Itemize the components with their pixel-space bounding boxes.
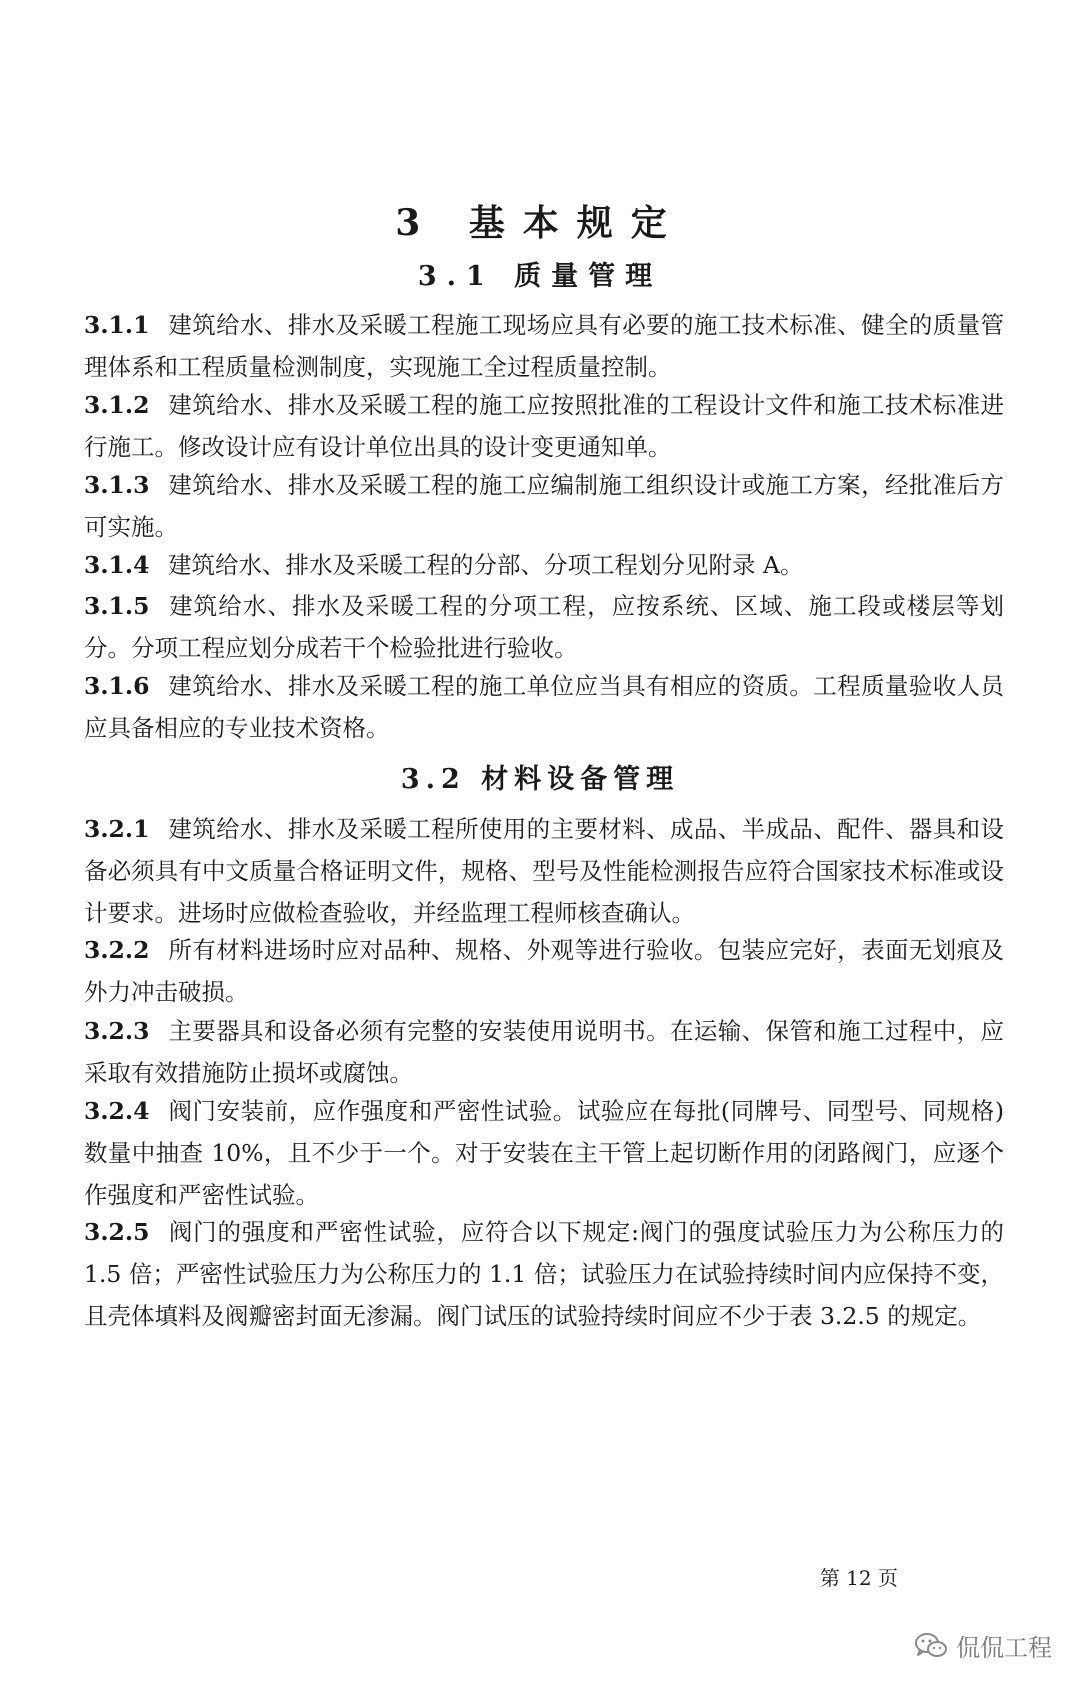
clause-number: 3.1.2 [84, 391, 150, 419]
clause-number: 3.2.5 [84, 1218, 150, 1246]
clause-3-2-1 [84, 808, 1004, 934]
section-title-3-2: 3.2 材料设备管理 [400, 764, 680, 795]
watermark [914, 1628, 1052, 1663]
clause-3-2-3 [84, 1010, 1004, 1094]
clause-number: 3.1.5 [84, 592, 150, 620]
clause-3-1-1 [84, 304, 1004, 388]
clause-number: 3.1.1 [84, 311, 150, 339]
section-title-3-1: 3.1 质量管理 [417, 261, 663, 292]
page-number: 第 12 页 [819, 1566, 898, 1590]
clause-number: 3.2.4 [84, 1097, 150, 1125]
clause-text: 阀门的强度和严密性试验，应符合以下规定:阀门的强度试验压力为公称压力的 1.5 倍；严密性试验压力为公称压力的 1.1 倍；试验压力在试验持续时间内应保持不变，且壳体填料及阀瓣密封面无渗漏。阀门试压的试验持续时间应不少于表 3.2.5 的规定。 [84, 1218, 1004, 1330]
clause-3-1-5 [84, 585, 1004, 669]
clause-text: 建筑给水、排水及采暖工程的分部、分项工程划分见附录 A。 [168, 551, 804, 579]
chapter-title: 3 基本规定 [395, 202, 685, 244]
clause-3-2-4 [84, 1090, 1004, 1216]
clause-text: 所有材料进场时应对品种、规格、外观等进行验收。包装应完好，表面无划痕及外力冲击破损。 [84, 936, 1004, 1006]
clause-text: 建筑给水、排水及采暖工程施工现场应具有必要的施工技术标准、健全的质量管理体系和工程质量检测制度，实现施工全过程质量控制。 [84, 311, 1004, 381]
clause-number: 3.2.1 [84, 815, 150, 843]
clause-number: 3.2.2 [84, 936, 150, 964]
clause-number: 3.1.3 [84, 471, 150, 499]
watermark-text: 侃侃工程 [956, 1634, 1052, 1662]
clause-3-1-2 [84, 384, 1004, 468]
clause-3-1-4 [84, 544, 1004, 586]
clause-number: 3.2.3 [84, 1017, 150, 1045]
clause-3-1-6 [84, 665, 1004, 749]
clause-text: 主要器具和设备必须有完整的安装使用说明书。在运输、保管和施工过程中，应采取有效措施防止损坏或腐蚀。 [84, 1017, 1004, 1087]
clause-text: 建筑给水、排水及采暖工程的施工应按照批准的工程设计文件和施工技术标准进行施工。修改设计应有设计单位出具的设计变更通知单。 [84, 391, 1004, 461]
clause-number: 3.1.6 [84, 672, 150, 700]
clause-number: 3.1.4 [84, 551, 150, 579]
clause-3-2-5 [84, 1211, 1004, 1337]
clause-text: 建筑给水、排水及采暖工程的分项工程，应按系统、区域、施工段或楼层等划分。分项工程应划分成若干个检验批进行验收。 [84, 592, 1004, 662]
clause-text: 阀门安装前，应作强度和严密性试验。试验应在每批(同牌号、同型号、同规格)数量中抽查 10%，且不少于一个。对于安装在主干管上起切断作用的闭路阀门，应逐个作强度和严密性试验。 [84, 1097, 1004, 1209]
clause-text: 建筑给水、排水及采暖工程所使用的主要材料、成品、半成品、配件、器具和设备必须具有中文质量合格证明文件，规格、型号及性能检测报告应符合国家技术标准或设计要求。进场时应做检查验收，并经监理工程师核查确认。 [84, 815, 1004, 927]
clause-text: 建筑给水、排水及采暖工程的施工应编制施工组织设计或施工方案，经批准后方可实施。 [84, 471, 1004, 541]
clause-text: 建筑给水、排水及采暖工程的施工单位应当具有相应的资质。工程质量验收人员应具备相应的专业技术资格。 [84, 672, 1004, 742]
clause-3-2-2 [84, 929, 1004, 1013]
clause-3-1-3 [84, 464, 1004, 548]
wechat-icon [914, 1631, 948, 1661]
